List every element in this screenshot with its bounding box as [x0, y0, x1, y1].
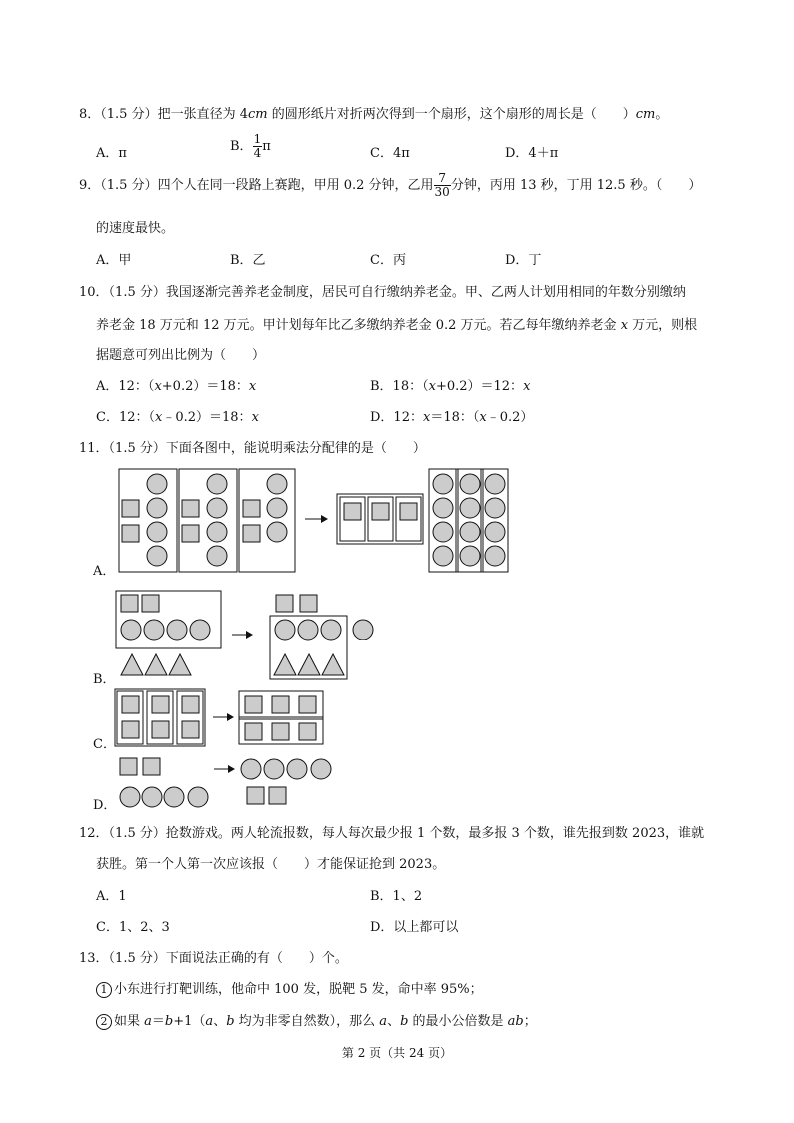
q10-line3: 据题意可列出比例为（ ） — [96, 348, 266, 363]
q11-option-c-label[interactable]: C． — [93, 737, 116, 752]
q12-line2: 获胜。第一个人第一次应该报（ ）才能保证抢到 2023。 — [96, 857, 446, 872]
q10-option-c[interactable]: C．12：（x﹣0.2）＝18：x — [96, 410, 259, 425]
q11-stem: 11．（1.5 分）下面各图中，能说明乘法分配律的是（ ） — [79, 441, 426, 456]
fraction: $\frac{1}{4}$ — [253, 132, 262, 160]
q8-stem: 8．（1.5 分）把一张直径为 4cm 的圆形纸片对折两次得到一个扇形，这个扇形的周长是（ ）cm。 — [79, 107, 669, 122]
q13-statement-2: 2 如果 a＝b+1（a、b 均为非零自然数），那么 a、b 的最小公倍数是 ab； — [96, 1010, 537, 1030]
circled-number: 2 — [96, 1014, 112, 1030]
q13-statement-1: 1 小东进行打靶训练，他命中 100 发，脱靶 5 发，命中率 95%； — [96, 978, 483, 998]
q12-line1: 12．（1.5 分）抢数游戏。两人轮流报数，每人每次最少报 1 个数，最多报 3 个数，谁先报到数 2023，谁就 — [79, 826, 705, 841]
q10-option-d[interactable]: D．12：x＝18：（x﹣0.2） — [370, 410, 534, 425]
q10-line1: 10．（1.5 分）我国逐渐完善养老金制度，居民可自行缴纳养老金。甲、乙两人计划用相同的年数分别缴纳 — [79, 285, 686, 300]
q11-figure-d — [114, 754, 344, 810]
q8-option-c[interactable]: C．4π — [370, 146, 410, 161]
q11-figure-c — [114, 688, 334, 748]
q8-option-d[interactable]: D．4＋π — [505, 146, 559, 161]
q9-option-b[interactable]: B．乙 — [230, 253, 266, 268]
q11-figure-b-extra — [270, 610, 380, 640]
q9-stem-cont: 的速度最快。 — [96, 221, 175, 236]
circled-number: 1 — [96, 982, 112, 998]
q12-option-d[interactable]: D．以上都可以 — [370, 920, 459, 935]
page-footer: 第 2 页（共 24 页） — [341, 1046, 453, 1060]
q11-option-b-label[interactable]: B． — [93, 672, 116, 687]
q11-option-a-label[interactable]: A． — [93, 564, 116, 579]
q12-option-b[interactable]: B．1、2 — [370, 889, 423, 904]
q9-option-d[interactable]: D．丁 — [505, 253, 542, 268]
q8-option-b[interactable]: B． $\frac{1}{4}$ π — [230, 132, 271, 160]
q9-option-c[interactable]: C．丙 — [370, 253, 406, 268]
q12-option-a[interactable]: A．1 — [96, 889, 127, 904]
q11-figure-a — [115, 466, 515, 576]
q9-option-a[interactable]: A．甲 — [96, 253, 132, 268]
q9-stem: 9．（1.5 分）四个人在同一段路上赛跑，甲用 0.2 分钟，乙用 $\frac{7}{30}$ 分钟，丙用 13 秒，丁用 12.5 秒。（ ） — [79, 171, 702, 199]
q10-option-a[interactable]: A．12：（x+0.2）＝18：x — [96, 379, 257, 394]
q8-option-a[interactable]: A．π — [96, 146, 127, 161]
q10-line2: 养老金 18 万元和 12 万元。甲计划每年比乙多缴纳养老金 0.2 万元。若乙每年缴纳养老金 x 万元，则根 — [96, 318, 698, 333]
q12-option-c[interactable]: C．1、2、3 — [96, 920, 170, 935]
q11-option-d-label[interactable]: D． — [93, 798, 117, 813]
fraction: $\frac{7}{30}$ — [434, 171, 450, 199]
q10-option-b[interactable]: B．18：（x+0.2）＝12：x — [370, 379, 531, 394]
q13-stem: 13．（1.5 分）下面说法正确的有（ ）个。 — [79, 951, 348, 966]
